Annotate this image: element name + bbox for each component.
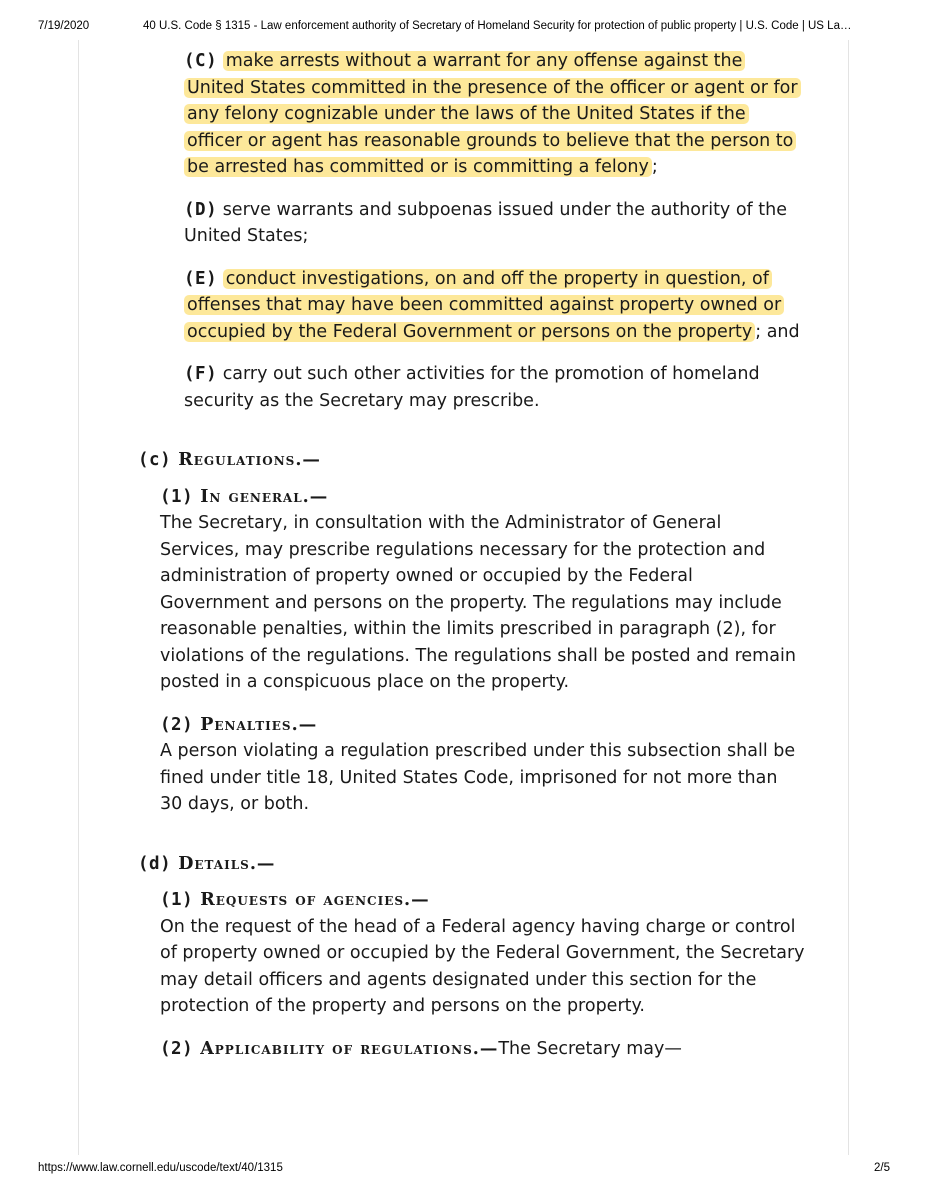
paragraph-c2-marker: (2) (160, 714, 194, 735)
item-d-text: serve warrants and subpoenas issued under the authority of the United States; (184, 199, 787, 246)
paragraph-c2-heading (160, 712, 805, 739)
print-date: 7/19/2020 (38, 20, 90, 32)
item-e (184, 266, 804, 346)
paragraph-c2-text: A person violating a regulation prescribed under this subsection shall be fined under title 18, United States Code, imprisoned for not more than 30 days, or both. (160, 741, 796, 814)
paragraph-d2 (160, 1036, 805, 1063)
document-body (0, 48, 928, 1062)
paragraph-d1-text: On the request of the head of a Federal agency having charge or control of property owned or occupied by the Federal Government, the Secretary may detail officers and agents designated under this section for the protection of the property and persons on the property. (160, 916, 805, 1016)
print-page-title: 40 U.S. Code § 1315 - Law enforcement authority of Secretary of Homeland Security for protection of public property | U.S. Code | US La… (143, 20, 852, 32)
item-d (184, 197, 804, 250)
print-url: https://www.law.cornell.edu/uscode/text/40/1315 (38, 1162, 283, 1174)
paragraph-c1-text: The Secretary, in consultation with the Administrator of General Services, may prescribe regulations necessary for the protection and administration of property owned or occupied by the Federal Government and persons on the property. The regulations may include reasonable penalties, within the limits prescribed in paragraph (2), for violations of the regulations. The regulations shall be posted and remain posted in a conspicuous place on the property. (160, 513, 796, 692)
item-e-marker: (E) (184, 268, 218, 289)
paragraph-d1-heading (160, 887, 805, 914)
item-c (184, 48, 804, 181)
paragraph-c1-marker: (1) (160, 486, 194, 507)
item-c-highlighted-text: make arrests without a warrant for any offense against the United States committed in the presence of the officer or agent or for any felony cognizable under the laws of the United States if the officer or agent has reasonable grounds to believe that the person to be arrested has committed or is committing a felony (184, 51, 801, 177)
subsection-c-title: Regulations.— (178, 450, 321, 470)
subsection-d-title: Details.— (178, 853, 276, 874)
paragraph-d2-title: Applicability of regulations.— (200, 1038, 499, 1059)
item-e-highlighted-text: conduct investigations, on and off the property in question, of offenses that may have been committed against property owned or occupied by the Federal Government or persons on the property (184, 269, 784, 342)
item-f-text: carry out such other activities for the promotion of homeland security as the Secretary may prescribe. (184, 364, 760, 411)
subsection-d-heading (138, 851, 928, 878)
subsection-c-marker: (c) (138, 450, 172, 470)
print-page-number: 2/5 (874, 1162, 890, 1174)
item-e-tail: ; and (755, 321, 800, 342)
paragraph-d1-marker: (1) (160, 890, 194, 910)
item-f-marker: (F) (184, 364, 218, 384)
subsection-d-marker: (d) (138, 853, 172, 874)
item-c-marker: (C) (184, 51, 218, 71)
paragraph-c2-title: Penalties.— (200, 714, 318, 735)
item-d-marker: (D) (184, 199, 218, 220)
paragraph-c1-title: In general.— (200, 486, 329, 507)
subsection-c-heading (138, 447, 928, 474)
paragraph-d2-marker: (2) (160, 1038, 194, 1059)
paragraph-d1-title: Requests of agencies.— (200, 890, 430, 910)
item-f (184, 361, 804, 414)
paragraph-c1-heading (160, 484, 805, 511)
paragraph-d2-text: The Secretary may— (498, 1038, 682, 1059)
item-c-tail: ; (651, 157, 658, 177)
